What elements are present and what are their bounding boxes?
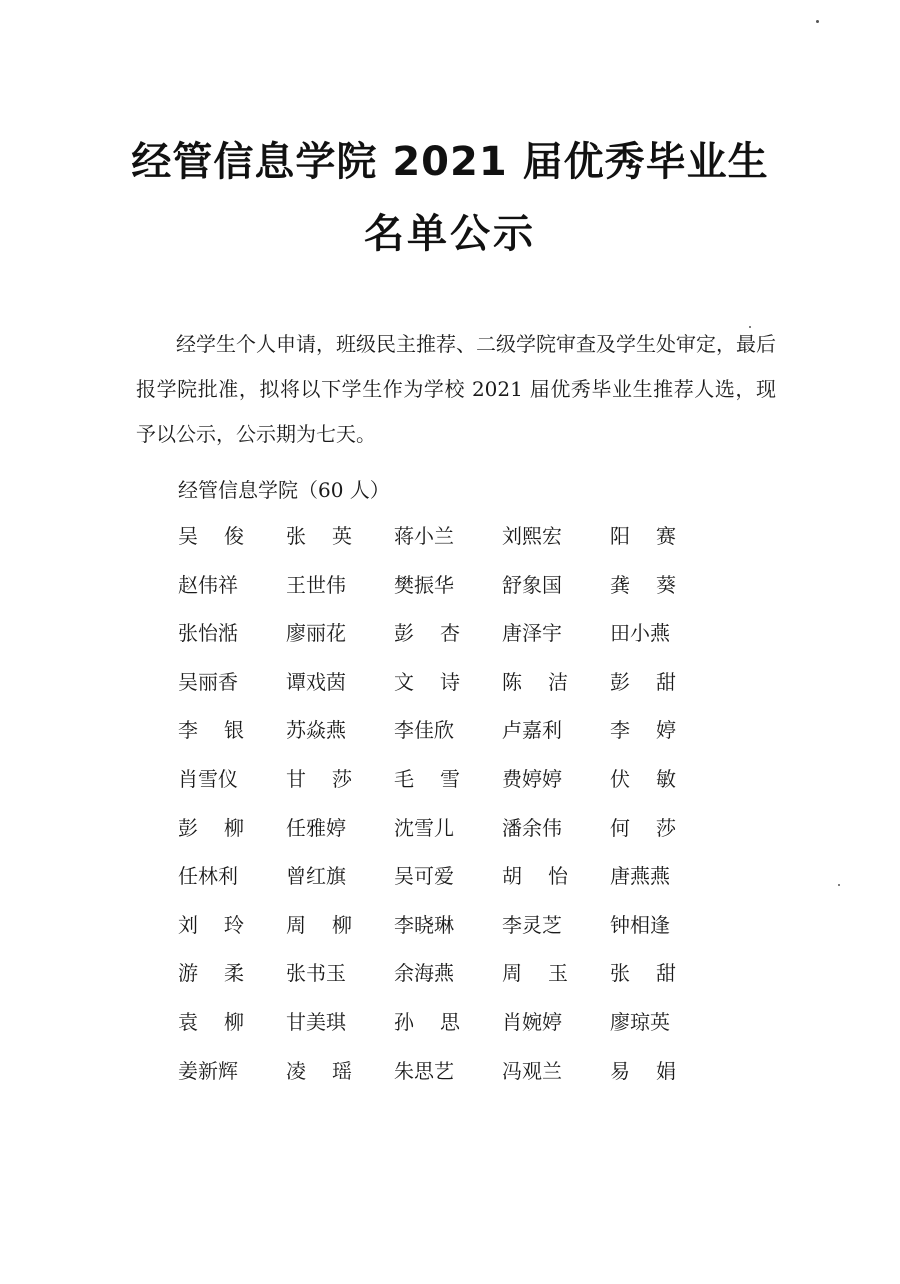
student-name: 唐燕燕 (610, 864, 670, 889)
student-name: 卢嘉利 (502, 718, 562, 743)
student-name: 孙 思 (394, 1009, 460, 1034)
page-title: 经管信息学院 2021 届优秀毕业生 (131, 139, 769, 185)
student-name: 游 柔 (178, 961, 244, 986)
student-name: 钟相逢 (610, 912, 670, 937)
student-name: 吴丽香 (178, 669, 238, 694)
student-name: 樊振华 (394, 572, 454, 597)
student-name: 吴 俊 (178, 524, 244, 548)
student-name: 文 诗 (394, 669, 460, 694)
student-name: 田小燕 (610, 621, 670, 646)
student-name: 甘美琪 (286, 1009, 346, 1034)
student-name: 曾红旗 (286, 864, 346, 889)
intro-paragraph: 经学生个人申请，班级民主推荐、二级学院审查及学生处审定，最后报学院批准，拟将以下学生作为学校 2021 届优秀毕业生推荐人选，现予以公示，公示期为七天。 (136, 332, 776, 446)
student-name: 袁 柳 (178, 1009, 244, 1034)
student-name: 吴可爱 (394, 864, 454, 889)
student-name: 伏 敏 (610, 766, 676, 791)
student-name: 张 甜 (610, 961, 676, 986)
student-name: 舒象国 (502, 572, 562, 597)
student-name: 唐泽宇 (502, 621, 562, 646)
scan-speck (816, 20, 819, 23)
student-name: 朱思艺 (394, 1058, 454, 1083)
student-name: 费婷婷 (502, 766, 562, 791)
student-name: 阳 赛 (610, 524, 676, 548)
student-name: 凌 瑶 (286, 1058, 352, 1083)
student-name: 廖琼英 (610, 1009, 670, 1034)
student-name: 何 莎 (610, 815, 676, 840)
student-name: 周 柳 (286, 912, 352, 937)
student-name: 王世伟 (286, 572, 346, 597)
student-name: 胡 怡 (502, 864, 568, 889)
student-name: 肖雪仪 (178, 766, 238, 791)
student-name: 甘 莎 (286, 766, 352, 791)
student-name: 李灵芝 (502, 912, 562, 937)
student-name: 蒋小兰 (394, 524, 454, 548)
student-name: 李 婷 (610, 718, 676, 743)
student-name: 李佳欣 (394, 718, 454, 743)
student-name: 余海燕 (394, 961, 454, 986)
student-name: 任林利 (178, 864, 238, 889)
scan-speck (838, 884, 840, 886)
student-name: 陈 洁 (502, 669, 568, 694)
student-name: 刘熙宏 (502, 524, 562, 548)
student-name: 任雅婷 (286, 815, 346, 840)
student-name: 彭 柳 (178, 815, 244, 840)
student-name: 彭 杏 (394, 621, 460, 646)
student-name: 苏焱燕 (286, 718, 346, 743)
student-name: 张 英 (286, 524, 352, 548)
student-name: 潘余伟 (502, 815, 562, 840)
student-name: 张书玉 (286, 961, 346, 986)
scan-speck (749, 326, 751, 328)
student-name: 沈雪儿 (394, 815, 454, 840)
name-list (178, 516, 718, 1099)
page-subtitle: 名单公示 (364, 211, 536, 257)
student-name: 李晓琳 (394, 912, 454, 937)
student-name: 廖丽花 (286, 621, 346, 646)
student-name: 刘 玲 (178, 912, 244, 937)
student-name: 谭戏茵 (286, 669, 346, 694)
department-heading: 经管信息学院（60 人） (178, 478, 390, 502)
student-name: 冯观兰 (502, 1058, 562, 1083)
student-name: 赵伟祥 (178, 572, 238, 597)
student-name: 龚 葵 (610, 572, 676, 597)
student-name: 李 银 (178, 718, 244, 743)
student-name: 易 娟 (610, 1058, 676, 1083)
student-name: 周 玉 (502, 961, 568, 986)
student-name: 毛 雪 (394, 766, 460, 791)
student-name: 肖婉婷 (502, 1009, 562, 1034)
student-name: 张怡湉 (178, 621, 238, 646)
student-name: 姜新辉 (178, 1058, 238, 1083)
student-name: 彭 甜 (610, 669, 676, 694)
